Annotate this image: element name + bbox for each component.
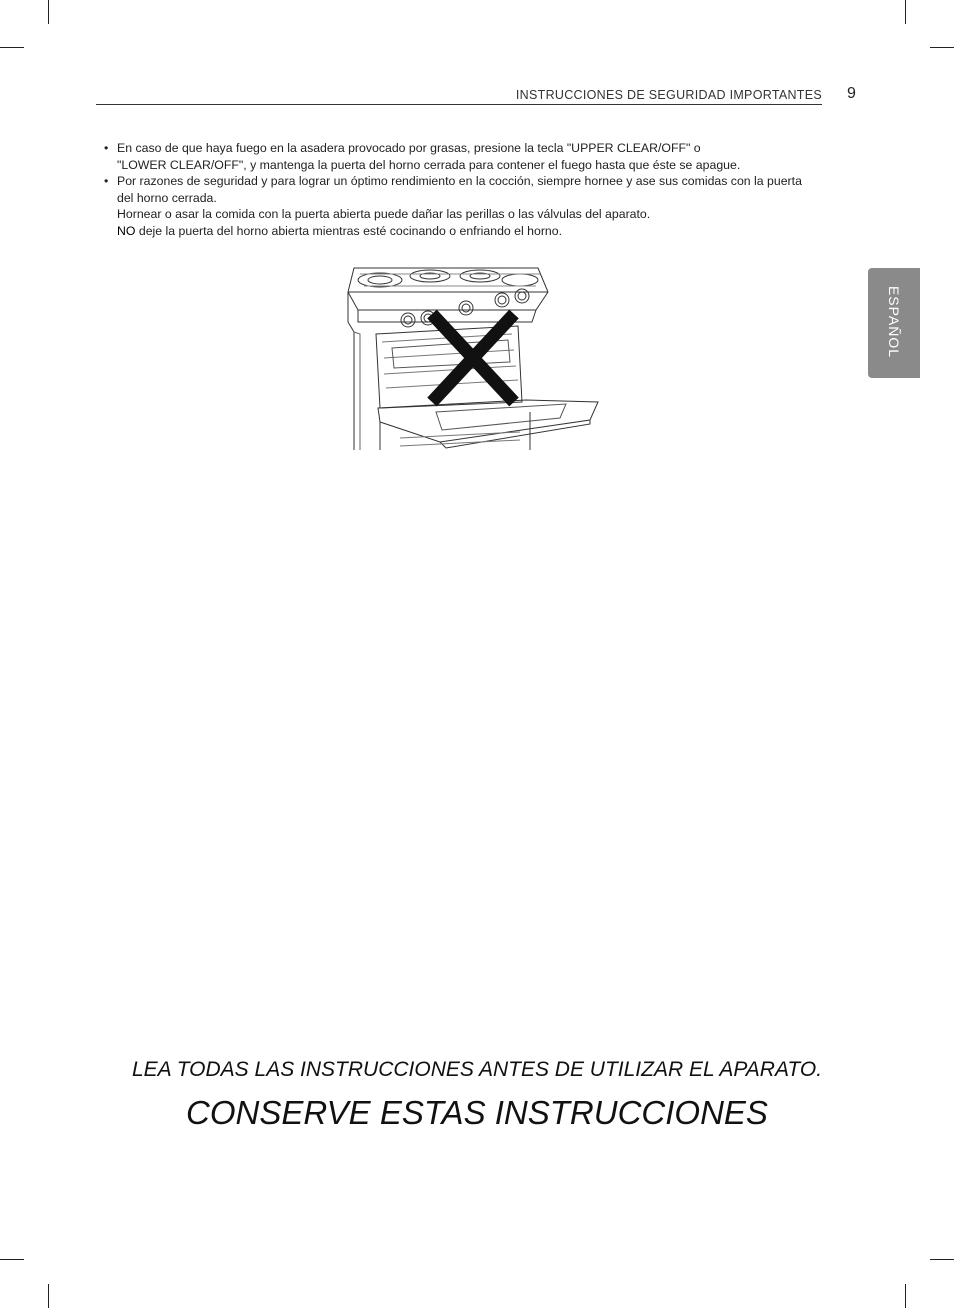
- bullet-item-fire: [104, 140, 864, 173]
- crop-mark: [930, 47, 954, 48]
- bullet-item-door-closed: [104, 173, 864, 239]
- oven-open-door-illustration: [340, 262, 602, 452]
- bullet-text-line-warning: [117, 223, 864, 240]
- bullet-text-line: del horno cerrada.: [117, 190, 217, 205]
- read-all-instructions-note: LEA TODAS LAS INSTRUCCIONES ANTES DE UTILIZAR EL APARATO.: [131, 1058, 823, 1081]
- header-title: INSTRUCCIONES DE SEGURIDAD IMPORTANTES: [515, 88, 822, 102]
- language-tab: [868, 268, 920, 378]
- crop-mark: [48, 0, 49, 24]
- bullet-marker: •: [104, 174, 109, 189]
- crop-mark: [48, 1284, 49, 1308]
- language-tab-label: ESPAÑOL: [886, 285, 902, 359]
- crop-mark: [905, 1284, 906, 1308]
- bullet-marker: •: [104, 141, 109, 155]
- prohibited-x-icon: [432, 314, 514, 402]
- warning-strong-text: NO: [117, 223, 136, 238]
- bullet-text-line: Hornear o asar la comida con la puerta abierta puede dañar las perillas o las válvulas del aparato.: [117, 207, 651, 222]
- safety-instructions: [104, 140, 864, 240]
- warning-rest-text: deje la puerta del horno abierta mientras esté cocinando o enfriando el horno.: [135, 223, 563, 238]
- crop-mark: [0, 1259, 24, 1260]
- page-header: [96, 84, 822, 105]
- bullet-text-line: En caso de que haya fuego en la asadera provocado por grasas, presione la tecla "UPPER CLEAR/OFF" o: [117, 141, 701, 155]
- bullet-text-line: Por razones de seguridad y para lograr un óptimo rendimiento en la cocción, siempre hornee y ase sus comidas con la puerta: [117, 174, 802, 189]
- bullet-text-line: "LOWER CLEAR/OFF", y mantenga la puerta del horno cerrada para contener el fuego hasta que éste se apague.: [117, 157, 741, 172]
- page-number: 9: [847, 85, 856, 102]
- oven-illustration-svg: [340, 262, 602, 452]
- save-instructions-title: CONSERVE ESTAS INSTRUCCIONES: [186, 1094, 768, 1131]
- crop-mark: [905, 0, 906, 24]
- crop-mark: [930, 1259, 954, 1260]
- crop-mark: [0, 47, 24, 48]
